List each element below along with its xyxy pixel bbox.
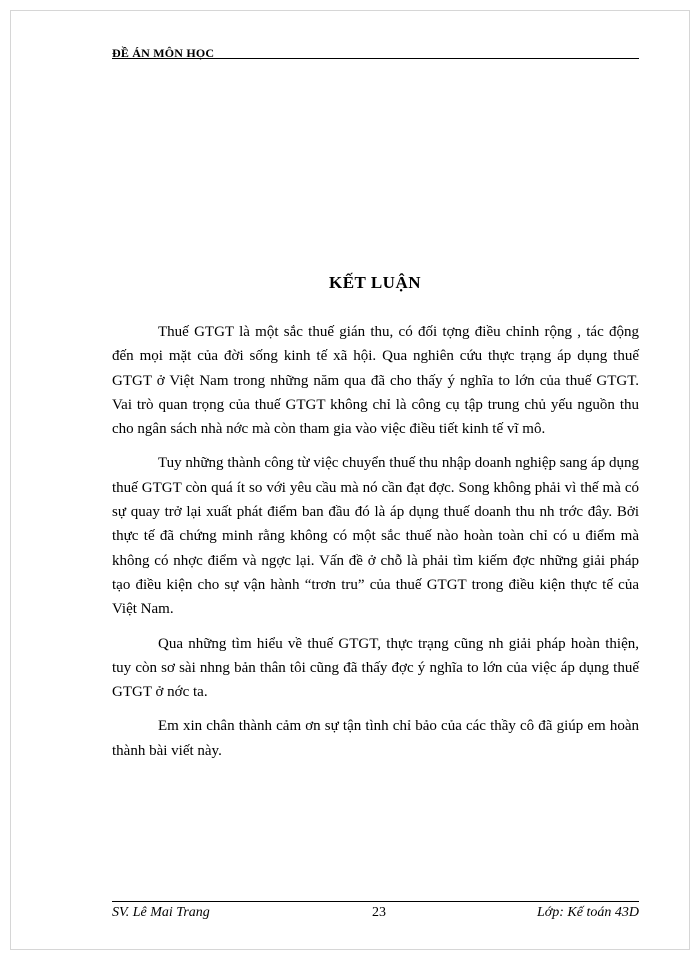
paragraph: Em xin chân thành cảm ơn sự tận tình chỉ bảo của các thầy cô đã giúp em hoàn thành bài viết này. — [112, 718, 639, 759]
paragraph: Thuế GTGT là một sắc thuế gián thu, có đối tợng điều chỉnh rộng , tác động đến mọi mặt của đời sống kinh tế xã hội. Qua nghiên cứu thực trạng áp dụng thuế GTGT ở Việt Nam trong những năm qua đã cho thấy ý nghĩa to lớn của thuế GTGT. Vai trò quan trọng của thuế GTGT không chỉ là công cụ tập trung chủ yếu nguồn thu cho ngân sách nhà nớc mà còn tham gia vào việc điều tiết kinh tế vĩ mô. — [112, 324, 639, 438]
header-divider — [112, 58, 639, 59]
footer-class: Lớp: Kế toán 43D — [537, 905, 639, 920]
paragraph: Tuy những thành công từ việc chuyển thuế thu nhập doanh nghiệp sang áp dụng thuế GTGT còn quá ít so với yêu cầu mà nó cần đạt đợc. Song không phải vì thế mà có sự quay trở lại xuất phát điểm ban đầu đó là áp dụng thuế doanh thu nh trớc đây. Bởi thực tế đã chứng minh rằng không có một sắc thuế nào hoàn toàn chỉ có u điểm mà không có nhợc điểm và ngợc lại. Vấn đề ở chỗ là phải tìm kiếm đợc những giải pháp tạo điều kiện cho sự vận hành “trơn tru” của thuế GTGT trong điều kiện thực tế của Việt Nam. — [112, 455, 639, 618]
footer-divider — [112, 901, 639, 902]
section-title: KẾT LUẬN — [328, 273, 421, 292]
body-text — [112, 320, 639, 773]
paragraph: Qua những tìm hiểu về thuế GTGT, thực trạng cũng nh giải pháp hoàn thiện, tuy còn sơ sài nhng bản thân tôi cũng đã thấy đợc ý nghĩa to lớn của việc áp dụng thuế GTGT ở nớc ta. — [112, 635, 639, 701]
running-header: ĐỀ ÁN MÔN HỌC — [112, 46, 215, 60]
footer-author: SV. Lê Mai Trang — [112, 905, 210, 920]
page-number: 23 — [372, 905, 386, 920]
